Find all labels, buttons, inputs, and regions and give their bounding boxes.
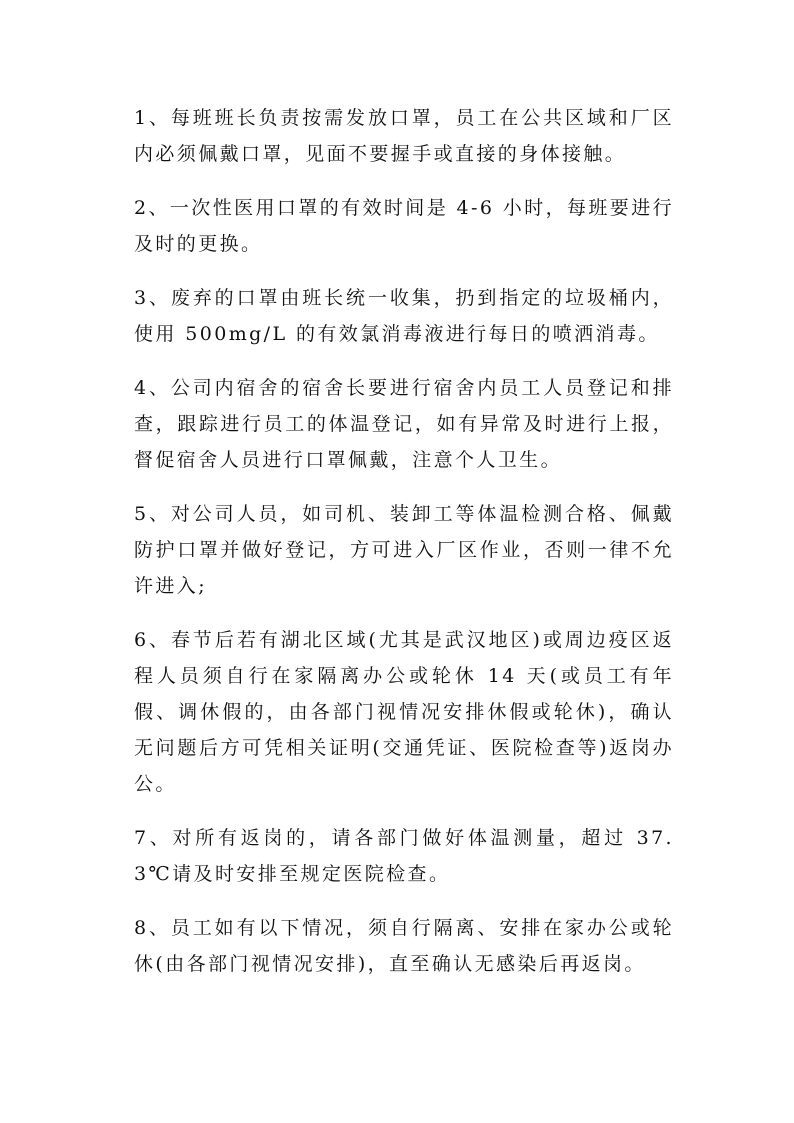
paragraph-2: 2、一次性医用口罩的有效时间是 4-6 小时，每班要进行及时的更换。 <box>134 197 674 255</box>
paragraph-4: 4、公司内宿舍的宿舍长要进行宿舍内员工人员登记和排查，跟踪进行员工的体温登记，如有异常及时进行上报，督促宿舍人员进行口罩佩戴，注意个人卫生。 <box>134 377 674 471</box>
document-body <box>134 100 674 1000</box>
paragraph-7: 7、对所有返岗的，请各部门做好体温测量，超过 37.3℃请及时安排至规定医院检查。 <box>134 827 674 885</box>
paragraph-1: 1、每班班长负责按需发放口罩，员工在公共区域和厂区内必须佩戴口罩，见面不要握手或直接的身体接触。 <box>134 107 674 165</box>
paragraph-8: 8、员工如有以下情况，须自行隔离、安排在家办公或轮休(由各部门视情况安排)，直至确认无感染后再返岗。 <box>134 917 674 975</box>
paragraph-3: 3、废弃的口罩由班长统一收集，扔到指定的垃圾桶内，使用 500mg/L 的有效氯消毒液进行每日的喷洒消毒。 <box>134 287 674 345</box>
paragraph-5: 5、对公司人员，如司机、装卸工等体温检测合格、佩戴防护口罩并做好登记，方可进入厂区作业，否则一律不允许进入; <box>134 503 674 597</box>
paragraph-6: 6、春节后若有湖北区域(尤其是武汉地区)或周边疫区返程人员须自行在家隔离办公或轮休 14 天(或员工有年假、调休假的，由各部门视情况安排休假或轮休)，确认无问题后方可凭相关证明(交通凭证、医院检查等)返岗办公。 <box>134 629 674 795</box>
